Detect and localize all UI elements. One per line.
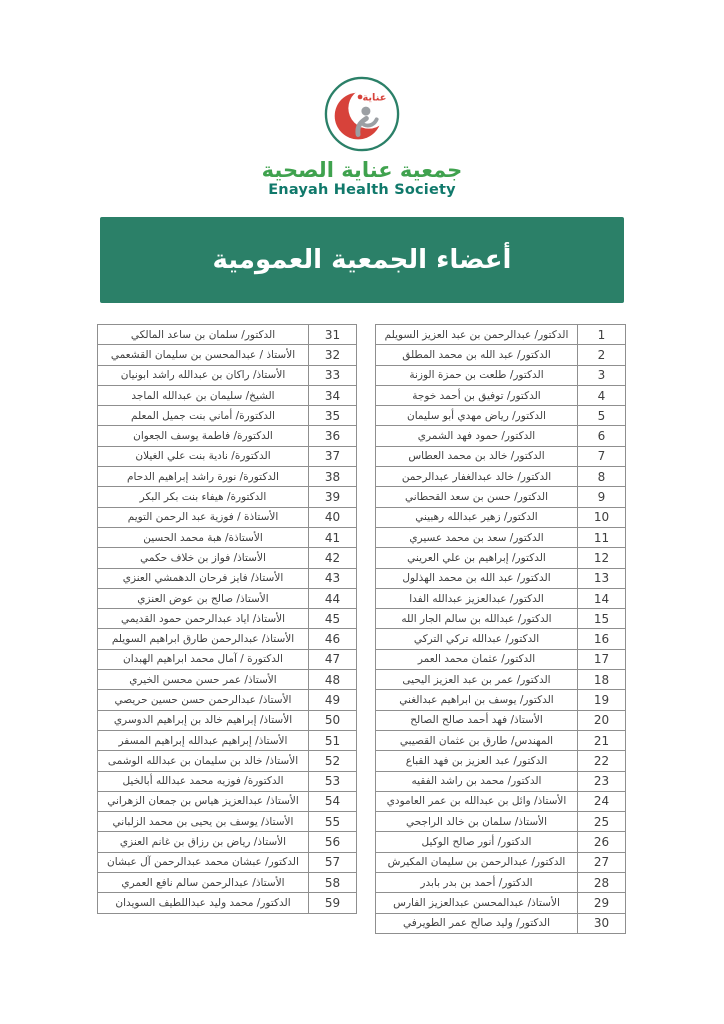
- member-number: 58: [309, 873, 357, 893]
- member-name: الدكتور/ محمد وليد عبداللطيف السويدان: [98, 893, 309, 913]
- member-number: 15: [578, 609, 626, 629]
- member-row: [376, 893, 626, 913]
- member-name: الأستاذ/ فواز بن خلاف حكمي: [98, 548, 309, 568]
- member-number: 25: [578, 812, 626, 832]
- member-name: الدكتور/ وليد صالح عمر الطويرفي: [376, 913, 578, 933]
- member-name: الأستاذ/ إبراهيم عبدالله إبراهيم المسفر: [98, 730, 309, 750]
- member-number: 35: [309, 406, 357, 426]
- member-number: 5: [578, 406, 626, 426]
- society-name-english: Enayah Health Society: [268, 182, 456, 199]
- member-name: الدكتور/ عبدالعزيز عبدالله الفدا: [376, 588, 578, 608]
- member-name: الدكتور/ أنور صالح الوكيل: [376, 832, 578, 852]
- logo-mark-text: عناية: [362, 92, 387, 104]
- member-name: الأستاذ/ إبراهيم خالد بن إبراهيم الدوسري: [98, 710, 309, 730]
- member-row: [376, 832, 626, 852]
- member-number: 33: [309, 365, 357, 385]
- member-row: [98, 467, 357, 487]
- member-name: الدكتور/ عبدالله بن سالم الجار الله: [376, 609, 578, 629]
- member-name: الدكتور/ سعد بن محمد عسيري: [376, 527, 578, 547]
- member-row: [98, 609, 357, 629]
- member-name: الأستاذ/ فهد أحمد صالح الصالح: [376, 710, 578, 730]
- member-number: 34: [309, 385, 357, 405]
- member-row: [98, 690, 357, 710]
- member-row: [376, 568, 626, 588]
- member-row: [376, 345, 626, 365]
- member-row: [376, 710, 626, 730]
- member-name: الدكتور/ عمر بن عبد العزيز اليحيى: [376, 670, 578, 690]
- member-number: 46: [309, 629, 357, 649]
- member-number: 19: [578, 690, 626, 710]
- member-number: 20: [578, 710, 626, 730]
- member-name: الدكتور/ يوسف بن ابراهيم عبدالغني: [376, 690, 578, 710]
- member-name: الأستاذ/ راكان بن عبدالله راشد ابونيان: [98, 365, 309, 385]
- member-row: [98, 487, 357, 507]
- member-row: [376, 730, 626, 750]
- member-number: 21: [578, 730, 626, 750]
- member-number: 48: [309, 670, 357, 690]
- member-number: 55: [309, 812, 357, 832]
- member-row: [376, 791, 626, 811]
- member-number: 28: [578, 873, 626, 893]
- member-row: [98, 385, 357, 405]
- member-number: 30: [578, 913, 626, 933]
- member-number: 27: [578, 852, 626, 872]
- member-name: الدكتور/ خالد عبدالغفار عبدالرحمن: [376, 467, 578, 487]
- member-row: [98, 527, 357, 547]
- member-number: 39: [309, 487, 357, 507]
- member-row: [376, 629, 626, 649]
- member-number: 32: [309, 345, 357, 365]
- member-name: الدكتور/ عبشان محمد عبدالرحمن آل عبشان: [98, 852, 309, 872]
- member-number: 40: [309, 507, 357, 527]
- member-name: الأستاذ/ عبدالمحسن عبدالعزيز الفارس: [376, 893, 578, 913]
- member-name: الدكتور/ خالد بن محمد العطاس: [376, 446, 578, 466]
- member-row: [98, 852, 357, 872]
- member-row: [376, 507, 626, 527]
- member-row: [376, 873, 626, 893]
- member-name: الدكتور/ أحمد بن بدر بابدر: [376, 873, 578, 893]
- member-row: [98, 406, 357, 426]
- member-number: 57: [309, 852, 357, 872]
- member-name: الدكتور/ زهير عبدالله رهبيني: [376, 507, 578, 527]
- society-logo-icon: [322, 76, 402, 154]
- member-number: 7: [578, 446, 626, 466]
- member-number: 24: [578, 791, 626, 811]
- member-row: [98, 507, 357, 527]
- member-number: 23: [578, 771, 626, 791]
- member-row: [376, 670, 626, 690]
- member-number: 53: [309, 771, 357, 791]
- member-number: 17: [578, 649, 626, 669]
- member-number: 29: [578, 893, 626, 913]
- member-row: [376, 771, 626, 791]
- member-name: الدكتورة/ نادية بنت علي الغيلان: [98, 446, 309, 466]
- member-row: [98, 893, 357, 913]
- member-number: 11: [578, 527, 626, 547]
- member-name: الأستاذ/ خالد بن سليمان بن عبدالله الوشمى: [98, 751, 309, 771]
- member-row: [98, 426, 357, 446]
- member-number: 42: [309, 548, 357, 568]
- member-row: [98, 832, 357, 852]
- member-name: الأستاذة/ هبة محمد الحسين: [98, 527, 309, 547]
- member-number: 36: [309, 426, 357, 446]
- member-name: الدكتورة/ هيفاء بنت بكر البكر: [98, 487, 309, 507]
- member-row: [98, 670, 357, 690]
- member-name: الأستاذ/ رياض بن رزاق بن غانم العنزي: [98, 832, 309, 852]
- member-name: الدكتور/ إبراهيم بن علي العريني: [376, 548, 578, 568]
- member-number: 12: [578, 548, 626, 568]
- member-number: 1: [578, 325, 626, 345]
- member-name: الأستاذ/ صالح بن عوض العنزي: [98, 588, 309, 608]
- member-row: [376, 365, 626, 385]
- member-number: 37: [309, 446, 357, 466]
- member-number: 50: [309, 710, 357, 730]
- member-name: الدكتور/ عبد العزيز بن فهد القباع: [376, 751, 578, 771]
- member-row: [376, 548, 626, 568]
- member-row: [98, 629, 357, 649]
- member-name: الدكتور/ عبد الله بن محمد الهذلول: [376, 568, 578, 588]
- member-row: [376, 406, 626, 426]
- member-row: [376, 325, 626, 345]
- member-row: [98, 812, 357, 832]
- member-row: [376, 385, 626, 405]
- member-name: الشيخ/ سليمان بن عبدالله الماجد: [98, 385, 309, 405]
- society-name-arabic: جمعية عناية الصحية: [261, 158, 463, 182]
- member-number: 38: [309, 467, 357, 487]
- member-name: الدكتور/ عثمان محمد العمر: [376, 649, 578, 669]
- member-name: الدكتور/ حسن بن سعد القحطاني: [376, 487, 578, 507]
- member-number: 41: [309, 527, 357, 547]
- member-name: الدكتورة / آمال محمد ابراهيم الهبدان: [98, 649, 309, 669]
- member-name: الدكتور/ محمد بن راشد الفقيه: [376, 771, 578, 791]
- member-row: [376, 852, 626, 872]
- member-number: 44: [309, 588, 357, 608]
- member-number: 52: [309, 751, 357, 771]
- member-row: [98, 751, 357, 771]
- members-table-31-59: [97, 324, 357, 914]
- member-number: 47: [309, 649, 357, 669]
- member-name: الأستاذ/ عبدالرحمن طارق ابراهيم السويلم: [98, 629, 309, 649]
- member-number: 6: [578, 426, 626, 446]
- member-name: الدكتور/ سلمان بن ساعد المالكي: [98, 325, 309, 345]
- member-name: الدكتور/ حمود فهد الشمري: [376, 426, 578, 446]
- member-number: 10: [578, 507, 626, 527]
- member-number: 26: [578, 832, 626, 852]
- member-row: [376, 426, 626, 446]
- member-name: الأستاذ/ فايز فرحان الدهمشي العنزي: [98, 568, 309, 588]
- members-tables: [97, 324, 626, 934]
- member-row: [98, 325, 357, 345]
- member-number: 3: [578, 365, 626, 385]
- member-name: الأستاذ/ عبدالعزيز هياس بن جمعان الزهراني: [98, 791, 309, 811]
- member-row: [98, 568, 357, 588]
- member-name: الدكتور/ رياض مهدي أبو سليمان: [376, 406, 578, 426]
- member-name: الدكتورة/ أماني بنت جميل المعلم: [98, 406, 309, 426]
- member-number: 43: [309, 568, 357, 588]
- member-name: الدكتور/ عبدالرحمن بن سليمان المكيرش: [376, 852, 578, 872]
- member-row: [98, 649, 357, 669]
- member-name: الأستاذ/ عمر حسن محسن الخيري: [98, 670, 309, 690]
- member-number: 54: [309, 791, 357, 811]
- member-name: الدكتورة/ فوزيه محمد عبدالله أبالخيل: [98, 771, 309, 791]
- member-row: [376, 467, 626, 487]
- member-name: الأستاذة / فوزية عبد الرحمن التويم: [98, 507, 309, 527]
- member-row: [376, 690, 626, 710]
- member-number: 2: [578, 345, 626, 365]
- member-name: الدكتور/ توفيق بن أحمد خوجة: [376, 385, 578, 405]
- member-name: الدكتور/ عبدالله تركي التركي: [376, 629, 578, 649]
- member-name: المهندس/ طارق بن عثمان القصيبي: [376, 730, 578, 750]
- member-number: 8: [578, 467, 626, 487]
- member-number: 14: [578, 588, 626, 608]
- member-name: الأستاذ/ سلمان بن خالد الراجحي: [376, 812, 578, 832]
- member-row: [376, 913, 626, 933]
- member-row: [98, 873, 357, 893]
- member-name: الأستاذ/ عبدالرحمن سالم نافع العمري: [98, 873, 309, 893]
- member-row: [98, 791, 357, 811]
- member-name: الأستاذ/ وائل بن عبدالله بن عمر العامودي: [376, 791, 578, 811]
- member-number: 18: [578, 670, 626, 690]
- member-number: 45: [309, 609, 357, 629]
- member-row: [98, 588, 357, 608]
- member-number: 4: [578, 385, 626, 405]
- member-number: 51: [309, 730, 357, 750]
- member-row: [98, 548, 357, 568]
- member-row: [376, 751, 626, 771]
- member-name: الأستاذ / عبدالمحسن بن سليمان القشعمي: [98, 345, 309, 365]
- member-number: 59: [309, 893, 357, 913]
- member-number: 49: [309, 690, 357, 710]
- member-row: [98, 365, 357, 385]
- page-title: أعضاء الجمعية العمومية: [212, 245, 512, 275]
- member-name: الأستاذ/ عبدالرحمن حسن حسين حريصي: [98, 690, 309, 710]
- member-row: [376, 446, 626, 466]
- member-row: [98, 730, 357, 750]
- member-row: [98, 446, 357, 466]
- members-table-1-30: [375, 324, 626, 934]
- member-number: 31: [309, 325, 357, 345]
- member-row: [376, 812, 626, 832]
- member-row: [376, 588, 626, 608]
- member-number: 16: [578, 629, 626, 649]
- member-number: 22: [578, 751, 626, 771]
- member-number: 13: [578, 568, 626, 588]
- member-row: [98, 345, 357, 365]
- member-row: [376, 609, 626, 629]
- member-row: [376, 527, 626, 547]
- member-name: الدكتورة/ نورة راشد إبراهيم الدحام: [98, 467, 309, 487]
- member-name: الأستاذ/ يوسف بن يحيى بن محمد الزلباني: [98, 812, 309, 832]
- member-row: [376, 649, 626, 669]
- member-name: الأستاذ/ اياد عبدالرحمن حمود القديمي: [98, 609, 309, 629]
- member-name: الدكتور/ طلعت بن حمزة الوزنة: [376, 365, 578, 385]
- header: [0, 76, 724, 198]
- member-name: الدكتور/ عبد الله بن محمد المطلق: [376, 345, 578, 365]
- member-number: 56: [309, 832, 357, 852]
- member-name: الدكتورة/ فاطمة يوسف الجعوان: [98, 426, 309, 446]
- member-row: [376, 487, 626, 507]
- page-title-banner: [100, 217, 624, 303]
- member-row: [98, 710, 357, 730]
- member-row: [98, 771, 357, 791]
- member-number: 9: [578, 487, 626, 507]
- member-name: الدكتور/ عبدالرحمن بن عبد العزيز السويلم: [376, 325, 578, 345]
